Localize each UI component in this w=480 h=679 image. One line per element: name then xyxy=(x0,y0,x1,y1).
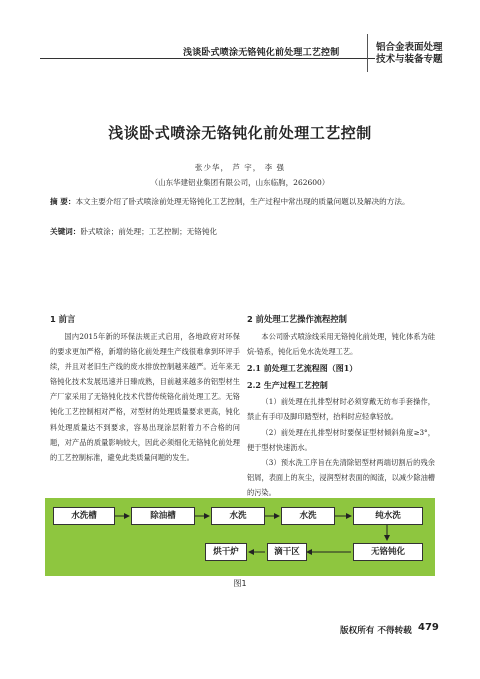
intro-body xyxy=(50,329,240,465)
intro-paragraph: 国内2015年新的环保法规正式启用，各地政府对环保的要求更加严格，新增的铬化前处理生产线很难拿到环评手续，并且对老旧生产线的废水排放控制越来越严。近年来无铬钝化技术发展迅速并日臻成熟，目前越来越多的铝型材生产厂家采用了无铬钝化技术代替传统铬化前处理工艺。无铬钝化工艺控制相对严格，对型材的处理质量要求更高，钝化料处理质量达不到要求，容易出现涂层附着力不合格的问题，对产品的质量影响较大，因此必须细化无铬钝化前处理的工艺控制标准，避免此类质量问题的发生。 xyxy=(50,332,240,462)
process-intro: 本公司卧式喷涂线采用无铬钝化前处理，钝化体系为硅烷-锆系，钝化后免水洗处理工艺。 xyxy=(247,332,435,357)
abstract-label: 摘 要： xyxy=(50,197,76,206)
article-title: 浅谈卧式喷涂无铬钝化前处理工艺控制 xyxy=(108,124,372,142)
subheading-control: 2.2 生产过程工艺控制 xyxy=(247,380,328,391)
flow-step-oven: 烘干炉 xyxy=(205,543,247,561)
section-heading-process: 2 前处理工艺操作流程控制 xyxy=(247,314,347,324)
control-item-2: （2）前处理在扎排型材时要保证型材倾斜角度≥3°，便于型材快速沥水。 xyxy=(247,427,435,452)
flow-step-passivation: 无铬钝化 xyxy=(353,543,423,561)
abstract-text: 本文主要介绍了卧式喷涂前处理无铬钝化工艺控制，生产过程中常出现的质量问题以及解决的方法。 xyxy=(75,197,410,206)
process-flow-figure xyxy=(45,498,435,576)
control-item-1: （1）前处理在扎排型材时必须穿戴无纺布手套操作，禁止有手印及脚印踏型材，抬料时应轻拿轻放。 xyxy=(247,397,435,422)
subheading-flowchart: 2.1 前处理工艺流程图（图1） xyxy=(247,363,358,374)
header-divider xyxy=(367,34,368,72)
article-authors: 张少华， 芦 宇， 李 强 xyxy=(194,163,286,172)
article-affiliation: （山东华建铝业集团有限公司，山东临朐，262600） xyxy=(150,178,330,187)
keywords xyxy=(50,226,435,237)
keywords-text: 卧式喷涂；前处理；工艺控制；无铬钝化 xyxy=(80,227,218,236)
flow-step-rinse-2: 水洗 xyxy=(281,507,335,525)
section-heading-intro: 1 前言 xyxy=(50,314,76,324)
right-column xyxy=(247,313,435,500)
header-rule xyxy=(40,58,375,59)
running-title: 浅谈卧式喷涂无铬钝化前处理工艺控制 xyxy=(183,48,340,58)
left-column xyxy=(50,313,240,465)
figure-caption: 图1 xyxy=(233,579,247,588)
flow-step-drip-zone: 滴干区 xyxy=(267,543,307,561)
control-item-3: （3）预水洗工序旨在先清除铝型材两端切割后的残余铝屑，表面上的灰尘，浸润型材表面的阀渣，以减少除油槽的污染。 xyxy=(247,457,435,497)
flow-step-rinse-1: 水洗 xyxy=(211,507,265,525)
flow-step-water-tank: 水洗槽 xyxy=(53,507,115,525)
flow-step-pure-water: 纯水洗 xyxy=(353,507,423,525)
process-body xyxy=(247,329,435,500)
page-number: 479 xyxy=(418,622,439,633)
section-label-line1: 铝合金表面处理 xyxy=(376,42,443,53)
section-label-line2: 技术与装备专题 xyxy=(376,54,443,65)
flow-step-degrease: 除油槽 xyxy=(131,507,195,525)
abstract xyxy=(50,195,435,209)
copyright-notice: 版权所有 不得转载 xyxy=(340,626,412,636)
keywords-label: 关键词： xyxy=(50,227,81,236)
